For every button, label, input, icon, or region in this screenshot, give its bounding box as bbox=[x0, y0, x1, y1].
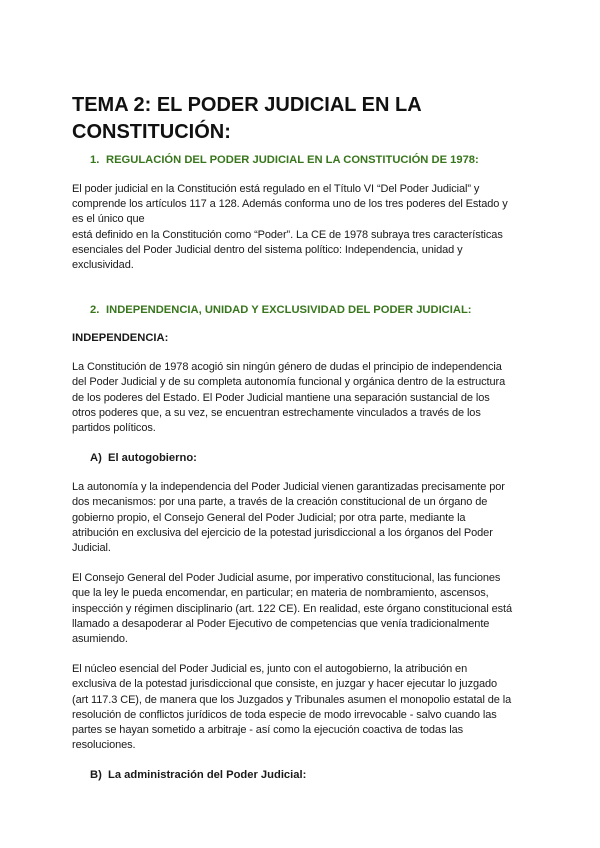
autogobierno-letter: A) bbox=[90, 452, 102, 465]
autogobierno-heading-text: El autogobierno: bbox=[108, 452, 197, 465]
independencia-line: La Constitución de 1978 acogió sin ningún género de dudas el principio de independencia bbox=[72, 361, 502, 374]
autogobierno-line: que la ley le pueda encomendar, en particular; en materia de nombramiento, ascensos, bbox=[72, 587, 489, 600]
independencia-heading: INDEPENDENCIA: bbox=[72, 332, 169, 345]
page-title: TEMA 2: EL PODER JUDICIAL EN LA CONSTITUCIÓN: bbox=[72, 94, 421, 143]
independencia-paragraph bbox=[72, 360, 532, 436]
administracion-letter: B) bbox=[90, 769, 102, 782]
independencia-line: de los poderes del Estado. El Poder Judicial mantiene una separación sustancial de los bbox=[72, 391, 490, 404]
section-1-paragraph bbox=[72, 182, 532, 273]
autogobierno-line: inspección y régimen disciplinario (art. 122 CE). En realidad, este órgano constitucional está bbox=[72, 602, 513, 615]
independencia-line: del Poder Judicial y de su completa autonomía funcional y orgánica dentro de la estructura bbox=[72, 376, 506, 389]
autogobierno-heading bbox=[90, 451, 532, 466]
section-1-heading-text: REGULACIÓN DEL PODER JUDICIAL EN LA CONSTITUCIÓN DE 1978: bbox=[106, 154, 479, 166]
section-1-number: 1. bbox=[90, 154, 100, 166]
autogobierno-line: atribución en exclusiva del ejercicio de la potestad jurisdiccional a los órganos del Poder bbox=[72, 526, 493, 539]
autogobierno-paragraph-3 bbox=[72, 662, 532, 753]
section-1-line: esenciales del Poder Judicial dentro del sistema político: Independencia, unidad y bbox=[72, 243, 463, 256]
section-1-line: El poder judicial en la Constitución está regulado en el Título VI “Del Poder Judicial” y bbox=[72, 183, 480, 195]
autogobierno-line: (art 117.3 CE), de manera que los Juzgados y Tribunales asumen el monopolio estatal de la bbox=[72, 693, 512, 706]
section-2-heading-text: INDEPENDENCIA, UNIDAD Y EXCLUSIVIDAD DEL PODER JUDICIAL: bbox=[106, 304, 472, 317]
section-1-line: es el único que bbox=[72, 213, 145, 226]
autogobierno-line: exclusiva de la potestad jurisdiccional que consiste, en juzgar y hacer ejecutar lo juzgado bbox=[72, 678, 498, 691]
autogobierno-line: llamado a desapoderar al Poder Ejecutivo de competencias que venía tradicionalmente bbox=[72, 617, 490, 630]
independencia-line: partidos políticos. bbox=[72, 422, 156, 435]
autogobierno-line: El núcleo esencial del Poder Judicial es, junto con el autogobierno, la atribución en bbox=[72, 663, 468, 676]
autogobierno-line: partes se hayan sometido a arbitraje - así como la ejecución coactiva de todas las bbox=[72, 724, 464, 737]
autogobierno-paragraph-1 bbox=[72, 480, 532, 556]
section-2-number: 2. bbox=[90, 304, 100, 317]
autogobierno-line: La autonomía y la independencia del Poder Judicial vienen garantizadas precisamente por bbox=[72, 481, 505, 494]
autogobierno-line: resoluciones. bbox=[72, 739, 136, 752]
administracion-heading-text: La administración del Poder Judicial: bbox=[108, 769, 307, 782]
section-1-line: comprende los artículos 117 a 128. Además conforma uno de los tres poderes del Estado y bbox=[72, 198, 508, 211]
autogobierno-line: El Consejo General del Poder Judicial asume, por imperativo constitucional, las funciones bbox=[72, 572, 501, 585]
autogobierno-line: gobierno propio, el Consejo General del Poder Judicial; por otra parte, mediante la bbox=[72, 511, 466, 524]
section-1-line: exclusividad. bbox=[72, 259, 134, 272]
administracion-heading bbox=[90, 768, 532, 783]
autogobierno-line: dos mecanismos: por una parte, a través de la creación constitucional de un órgano de bbox=[72, 496, 488, 509]
section-2-heading bbox=[90, 303, 532, 318]
autogobierno-line: asumiendo. bbox=[72, 633, 128, 646]
document-page bbox=[72, 92, 532, 783]
autogobierno-paragraph-2 bbox=[72, 571, 532, 647]
autogobierno-line: Judicial. bbox=[72, 542, 111, 555]
autogobierno-line: resolución de conflictos jurídicos de toda especie de modo irrevocable - salvo cuando las bbox=[72, 708, 497, 721]
independencia-line: otros poderes que, a su vez, se encuentran estrechamente vinculados a través de los bbox=[72, 406, 481, 419]
section-1-heading bbox=[90, 153, 532, 168]
section-1-line: está definido en la Constitución como “Poder”. La CE de 1978 subraya tres características bbox=[72, 228, 503, 241]
